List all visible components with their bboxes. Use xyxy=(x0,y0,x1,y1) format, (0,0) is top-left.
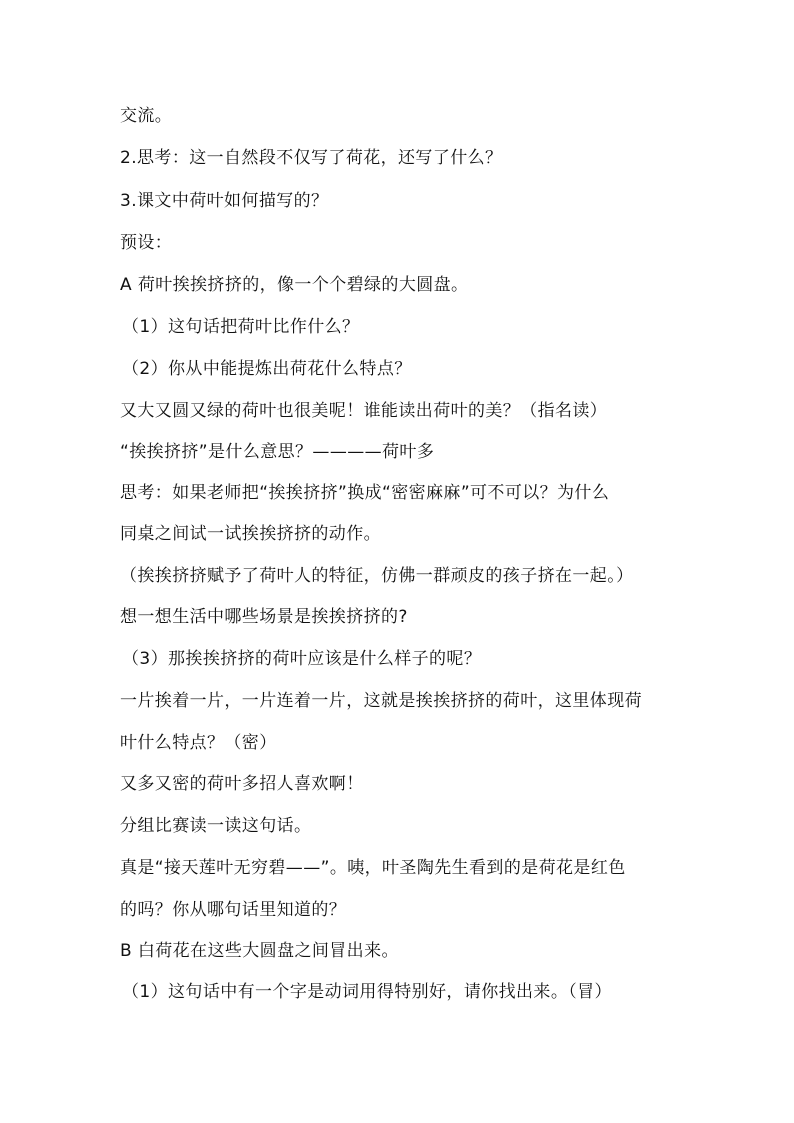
text-line: 3.课文中荷叶如何描写的？ xyxy=(120,191,329,211)
text-line: 同桌之间试一试挨挨挤挤的动作。 xyxy=(120,524,381,544)
text-line: 的吗？你从哪句话里知道的？ xyxy=(120,900,347,920)
text-line: 2.思考：这一自然段不仅写了荷花，还写了什么？ xyxy=(120,148,503,168)
text-line: 一片挨着一片，一片连着一片，这就是挨挨挤挤的荷叶，这里体现荷 xyxy=(120,691,642,711)
text-line: 真是“接天莲叶无穷碧——”。咦，叶圣陶先生看到的是荷花是红色 xyxy=(120,858,626,878)
text-line: 思考：如果老师把“挨挨挤挤”换成“密密麻麻”可不可以？为什么 xyxy=(120,483,610,503)
text-line: 想一想生活中哪些场景是挨挨挤挤的? xyxy=(120,607,408,627)
text-line: （1）这句话把荷叶比作什么？ xyxy=(122,317,360,337)
text-line: “挨挨挤挤”是什么意思？————荷叶多 xyxy=(120,442,435,462)
text-line: （1）这句话中有一个字是动词用得特别好，请你找出来。（冒） xyxy=(122,982,612,1002)
text-line: （2）你从中能提炼出荷花什么特点？ xyxy=(122,359,412,379)
text-line: （3）那挨挨挤挤的荷叶应该是什么样子的呢？ xyxy=(122,649,482,669)
text-line: 又多又密的荷叶多招人喜欢啊！ xyxy=(120,774,364,794)
text-line: A 荷叶挨挨挤挤的，像一个个碧绿的大圆盘。 xyxy=(120,275,469,295)
text-line: 又大又圆又绿的荷叶也很美呢！谁能读出荷叶的美？（指名读） xyxy=(120,401,608,421)
text-line: 交流。 xyxy=(120,106,173,126)
text-line: 预设： xyxy=(120,233,173,253)
text-line: 叶什么特点？（密） xyxy=(120,733,277,753)
text-line: （挨挨挤挤赋予了荷叶人的特征，仿佛一群顽皮的孩子挤在一起。） xyxy=(120,566,634,586)
text-line: 分组比赛读一读这句话。 xyxy=(120,816,312,836)
text-line: B 白荷花在这些大圆盘之间冒出来。 xyxy=(120,941,399,961)
